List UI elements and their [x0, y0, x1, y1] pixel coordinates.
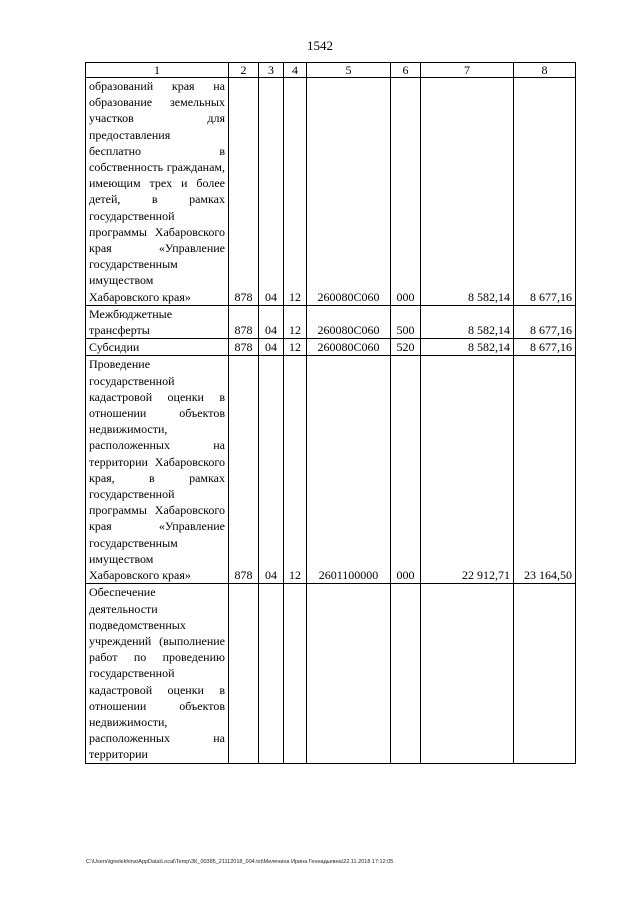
column-header: 8 — [514, 63, 576, 78]
table-row — [86, 305, 576, 338]
row-name: Проведение государственной кадастровой оценки в отношении объектов недвижимости, расположенных на территории Хабаровского края, в рамках государственной программы Хабаровского края «Управление государственным имуществом Хабаровского края» — [86, 356, 229, 584]
cell-section: 04 — [259, 305, 284, 338]
cell-amount-year2 — [514, 584, 576, 763]
row-name: Обеспечение деятельности подведомственных учреждений (выполнение работ по проведению государственной кадастровой оценки в отношении объектов недвижимости, расположенных на территории — [86, 584, 229, 763]
budget-table — [85, 62, 576, 764]
cell-amount-year1: 8 582,14 — [421, 339, 514, 356]
cell-amount-year2: 23 164,50 — [514, 356, 576, 584]
cell-amount-year2: 8 677,16 — [514, 339, 576, 356]
column-header: 4 — [284, 63, 307, 78]
column-header: 5 — [307, 63, 391, 78]
column-header: 7 — [421, 63, 514, 78]
table-row — [86, 356, 576, 584]
cell-subsection: 12 — [284, 305, 307, 338]
table-header-row — [86, 63, 576, 78]
cell-expense-type: 000 — [391, 356, 421, 584]
cell-expense-type: 500 — [391, 305, 421, 338]
column-header: 3 — [259, 63, 284, 78]
cell-target-article — [307, 584, 391, 763]
cell-expense-type — [391, 584, 421, 763]
cell-subsection: 12 — [284, 356, 307, 584]
cell-subsection: 12 — [284, 78, 307, 306]
cell-expense-type: 520 — [391, 339, 421, 356]
page-number: 1542 — [307, 38, 333, 53]
table-row — [86, 584, 576, 763]
cell-admin-code: 878 — [229, 78, 259, 306]
row-name: образований края на образование земельных участков для предоставления бесплатно в собственность гражданам, имеющим трех и более детей, в рамках государственной программы Хабаровского края «Управление государственным имуществом Хабаровского края» — [86, 78, 229, 306]
column-header: 1 — [86, 63, 229, 78]
cell-target-article: 2601100000 — [307, 356, 391, 584]
cell-amount-year1 — [421, 584, 514, 763]
cell-expense-type: 000 — [391, 78, 421, 306]
cell-section — [259, 584, 284, 763]
cell-section: 04 — [259, 339, 284, 356]
cell-amount-year2: 8 677,16 — [514, 305, 576, 338]
cell-amount-year1: 22 912,71 — [421, 356, 514, 584]
cell-amount-year2: 8 677,16 — [514, 78, 576, 306]
column-header: 2 — [229, 63, 259, 78]
cell-section: 04 — [259, 78, 284, 306]
cell-amount-year1: 8 582,14 — [421, 78, 514, 306]
row-name: Межбюджетные трансферты — [86, 305, 229, 338]
column-header: 6 — [391, 63, 421, 78]
cell-admin-code: 878 — [229, 305, 259, 338]
cell-subsection — [284, 584, 307, 763]
cell-admin-code: 878 — [229, 339, 259, 356]
cell-admin-code: 878 — [229, 356, 259, 584]
file-path-footer: C:\Users\ignelekhina\AppData\Local\Temp\ЗК_00385_21112018_004.txt\Меленина Ирина Геннадьевна\22.11.2018 17:12:05 — [86, 859, 394, 865]
cell-target-article: 260080С060 — [307, 339, 391, 356]
table-row — [86, 339, 576, 356]
cell-amount-year1: 8 582,14 — [421, 305, 514, 338]
cell-target-article: 260080С060 — [307, 305, 391, 338]
cell-target-article: 260080С060 — [307, 78, 391, 306]
cell-subsection: 12 — [284, 339, 307, 356]
table-row — [86, 78, 576, 306]
row-name: Субсидии — [86, 339, 229, 356]
cell-section: 04 — [259, 356, 284, 584]
cell-admin-code — [229, 584, 259, 763]
